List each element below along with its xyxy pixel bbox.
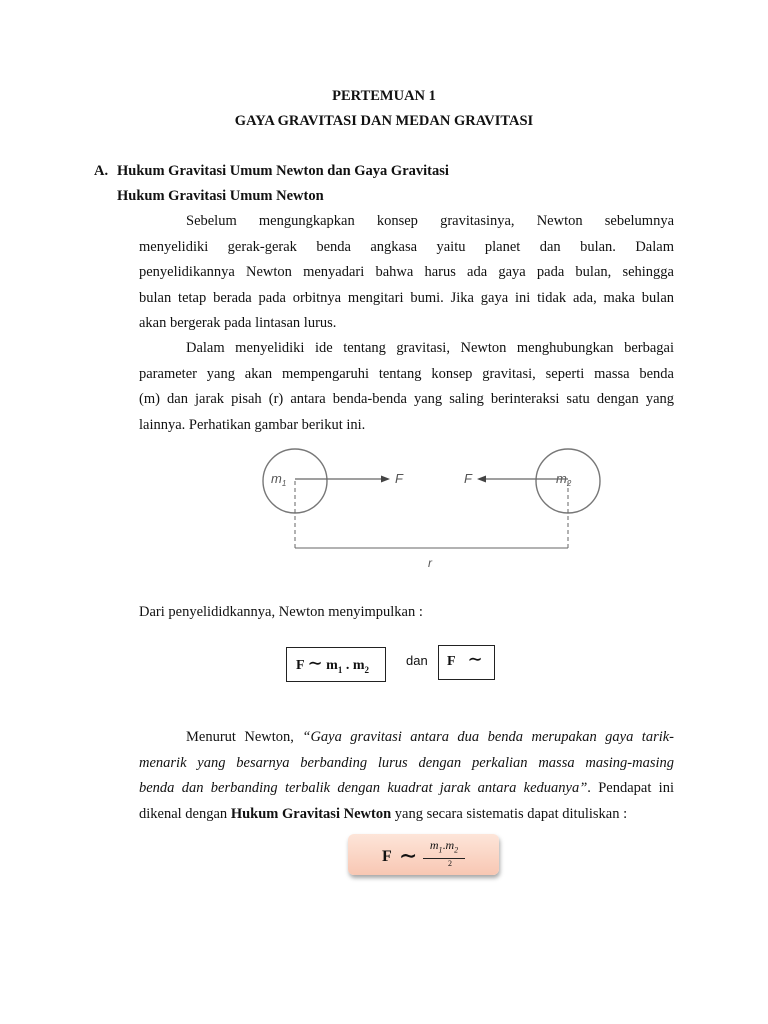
relation-2-force: F [447,654,456,669]
distance-label: r [428,556,432,570]
relation-box-distance [438,645,495,680]
mass-2-label: $m_2$ [556,471,572,488]
formula-force: F [382,848,392,865]
gravitation-diagram [250,440,620,575]
paragraph-1 [139,209,674,337]
paragraph-2 [139,336,674,438]
relation-1-tilde: ∼ [307,653,323,673]
relation-1-dot: . [345,658,350,673]
paragraph-2-line-3: (m) dan jarak pisah (r) antara benda-benda yang saling berinteraksi satu dengan yang [139,391,674,407]
formula-tilde: ∼ [399,843,418,868]
section-label: A. [94,163,109,179]
relation-1-force: F [296,658,305,673]
gravitation-formula [348,834,499,875]
paragraph-2-line-2: parameter yang akan mempengaruhi tentang konsep gravitasi, seperti massa benda [139,365,674,382]
paragraph-1-line-4: bulan tetap berada pada orbitnya mengitari bumi. Jika gaya ini tidak ada, maka bulan [139,289,674,306]
relation-2-tilde: ∼ [467,649,483,669]
paragraph-3-line-4-prefix: dikenal dengan [139,805,228,822]
law-name: Hukum Gravitasi Newton [230,805,392,822]
paragraph-3-after-quote: . Pendapat ini [587,780,674,796]
paragraph-2-line-4: lainnya. Perhatikan gambar berikut ini. [139,416,366,433]
force-2-label: F [464,471,472,486]
formula-numerator: $m_1.m_2$ [429,838,459,855]
newton-quote-line-3: benda dan berbanding terbalik dengan kuadrat jarak antara keduanya” [139,780,588,796]
newton-quote-line-1: “Gaya gravitasi antara dua benda merupakan gaya tarik- [302,729,675,745]
paragraph-1-line-3: penyelidikannya Newton menyadari bahwa harus ada gaya pada bulan, sehingga [139,264,674,280]
paragraph-2-line-1: Dalam menyelidiki ide tentang gravitasi, Newton menghubungkan berbagai [186,340,674,356]
relation-connector: dan [406,653,428,668]
paragraph-1-line-5: akan bergerak pada lintasan lurus. [139,315,337,331]
page-meeting-title: PERTEMUAN 1 [332,88,436,104]
relation-box-mass [286,647,386,682]
newton-quote-line-2: menarik yang besarnya berbanding lurus dengan perkalian massa masing-masing [139,754,674,771]
paragraph-3-line-4-suffix: yang secara sistematis dapat dituliskan : [394,805,628,822]
formula-denominator: 2 [448,859,452,869]
conclusion-intro: Dari penyelididkannya, Newton menyimpulkan : [139,604,423,620]
force-1-arrowhead [381,476,390,483]
force-1-label: F [395,471,403,486]
relation-1-mass-2: $m_2$ [352,658,369,675]
section-heading: Hukum Gravitasi Umum Newton dan Gaya Gravitasi [117,163,449,179]
force-2-arrowhead [477,476,486,483]
page-title: GAYA GRAVITASI DAN MEDAN GRAVITASI [234,113,534,129]
paragraph-1-line-2: menyelidiki gerak-gerak benda angkasa yaitu planet dan bulan. Dalam [139,238,674,255]
section-subheading: Hukum Gravitasi Umum Newton [117,188,324,204]
paragraph-1-line-1: Sebelum mengungkapkan konsep gravitasinya, Newton sebelumnya [186,213,674,229]
formula-fraction [423,839,465,868]
relation-1-mass-1: $m_1$ [326,658,343,675]
paragraph-3-lead: Menurut Newton, [186,729,294,745]
paragraph-3 [139,725,674,827]
mass-1-label: $m_1$ [271,471,287,488]
